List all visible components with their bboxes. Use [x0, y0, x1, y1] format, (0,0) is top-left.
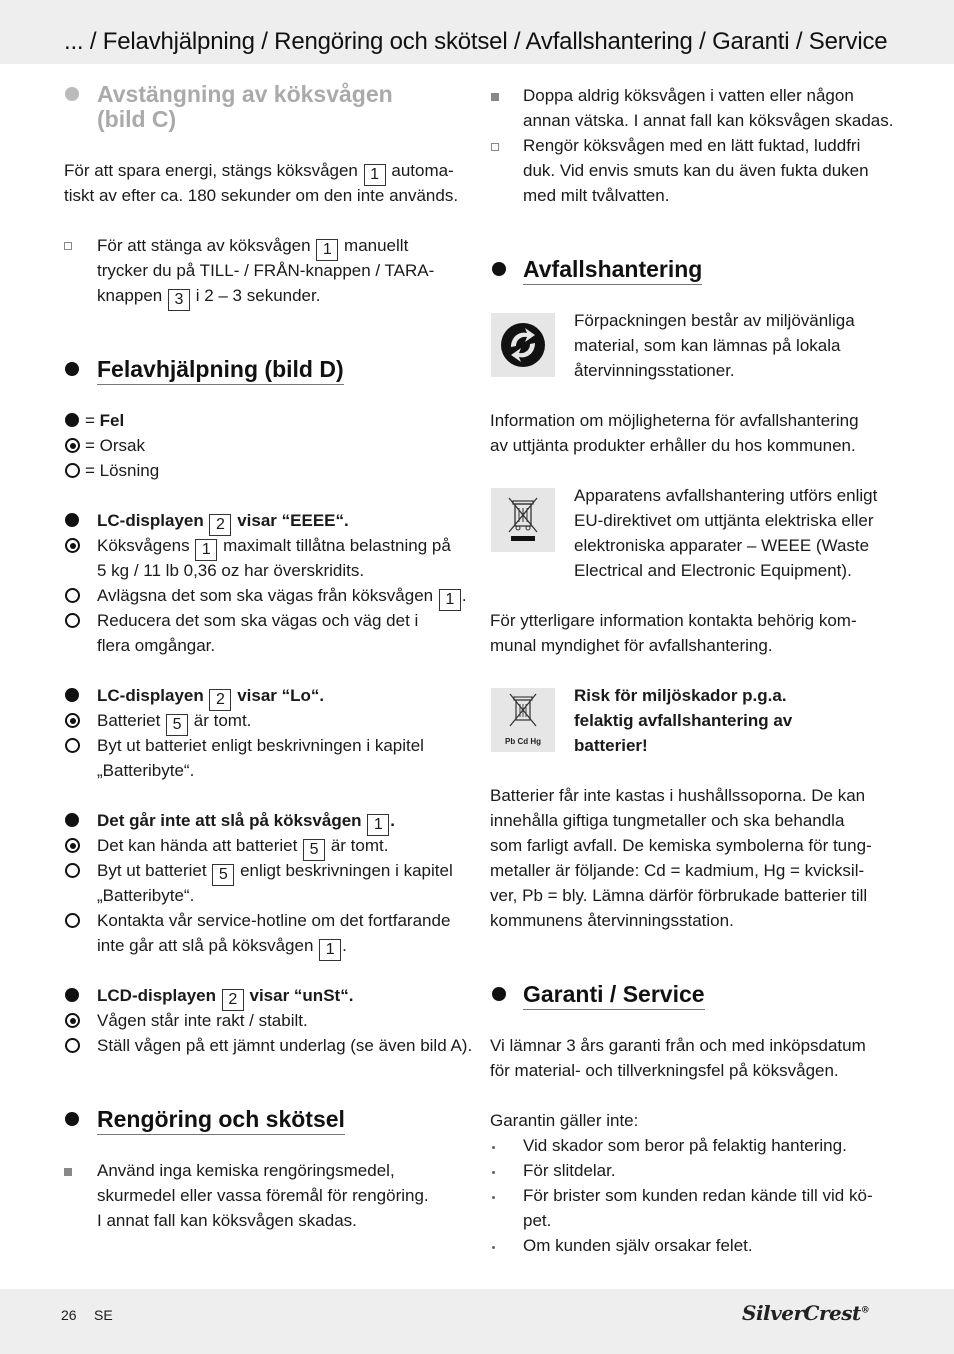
section-bullet [65, 362, 79, 376]
packaging-line: material, som kan lämnas på lokala [574, 336, 841, 355]
cause-symbol-icon [65, 538, 80, 553]
heading-troubleshooting: Felavhjälpning (bild D) [97, 355, 344, 385]
section-bullet [492, 262, 506, 276]
cause-line: Köksvågens 1 maximalt tillåtna belastning på [97, 533, 451, 561]
step-line: För att stänga av köksvågen 1 manuellt [97, 233, 408, 261]
solution-symbol-icon [65, 913, 80, 928]
battery-paragraph-line: kommunens återvinningsstation. [490, 911, 734, 930]
list-bullet [492, 1146, 495, 1149]
ref-box: 2 [222, 989, 244, 1011]
battery-paragraph-line: Batterier får inte kastas i hushållssoporna. De kan [490, 786, 866, 805]
warranty-exclusion-item: För brister som kunden redan kände till vid kö- [523, 1186, 873, 1205]
cleaning-line: duk. Vid envis smuts kan du även fukta duken [523, 161, 869, 180]
solution-symbol-icon [65, 738, 80, 753]
weee-line: Electrical and Electronic Equipment). [574, 561, 852, 580]
page-footer [0, 1289, 954, 1354]
cause-line: 5 kg / 11 lb 0,36 oz har överskridits. [97, 561, 365, 580]
cleaning-line: I annat fall kan köksvågen skadas. [97, 1211, 357, 1230]
battery-paragraph-line: ver, Pb = bly. Lämna därför förbrukade batterier till [490, 886, 868, 905]
error-title: Det går inte att slå på köksvågen 1 . [97, 808, 395, 836]
heading-cleaning: Rengöring och skötsel [97, 1105, 345, 1135]
ref-box: 1 [367, 814, 389, 836]
battery-paragraph-line: som farligt avfall. De kemiska symbolerna för tung- [490, 836, 872, 855]
ref-box: 2 [209, 689, 231, 711]
legend-solution: = Lösning [85, 461, 160, 480]
solution-symbol-icon [65, 1038, 80, 1053]
ref-box: 5 [166, 714, 188, 736]
solution-line: Avlägsna det som ska vägas från köksvågen 1 . [97, 583, 467, 611]
error-symbol-icon [65, 413, 79, 427]
battery-metals-label: Pb Cd Hg [505, 737, 541, 746]
section-bullet [492, 987, 506, 1001]
error-title: LCD-displayen 2 visar “unSt“. [97, 983, 353, 1011]
solution-line: Byt ut batteriet enligt beskrivningen i kapitel [97, 736, 424, 755]
packaging-line: Förpackningen består av miljövänliga [574, 311, 855, 330]
error-symbol-icon [65, 688, 79, 702]
ref-box: 1 [439, 589, 461, 611]
solution-line: flera omgångar. [97, 636, 216, 655]
weee-bin-icon [491, 488, 555, 552]
shutoff-paragraph-line: För att spara energi, stängs köksvågen 1 automa- [64, 158, 454, 186]
bullet-square [64, 1168, 72, 1176]
disposal-info-line: av uttjänta produkter erhåller du hos kommunen. [490, 436, 856, 455]
solution-symbol-icon [65, 588, 80, 603]
battery-paragraph-line: metaller är följande: Cd = kadmium, Hg = kvicksil- [490, 861, 865, 880]
cleaning-line: Doppa aldrig köksvågen i vatten eller någon [523, 86, 854, 105]
ref-box: 1 [195, 539, 217, 561]
cleaning-line: skurmedel eller vassa föremål för rengöring. [97, 1186, 429, 1205]
cause-symbol-icon [65, 838, 80, 853]
page-header [0, 0, 954, 64]
list-bullet [492, 1246, 495, 1249]
error-symbol-icon [65, 813, 79, 827]
weee-line: elektroniska apparater – WEEE (Waste [574, 536, 870, 555]
weee-line: Apparatens avfallshantering utförs enligt [574, 486, 878, 505]
solution-line: Byt ut batteriet 5 enligt beskrivningen i kapitel [97, 858, 453, 886]
error-symbol-icon [65, 513, 79, 527]
cause-symbol-icon [65, 1013, 80, 1028]
legend-error: = Fel [85, 411, 125, 430]
disposal-info-line: Information om möjligheterna för avfallshantering [490, 411, 859, 430]
solution-line: Ställ vågen på ett jämnt underlag (se även bild A). [97, 1036, 473, 1055]
solution-symbol-icon [65, 863, 80, 878]
error-title: LC-displayen 2 visar “Lo“. [97, 683, 324, 711]
warranty-exclusion-item: För slitdelar. [523, 1161, 616, 1180]
heading-shutoff-line1: Avstängning av köksvågen [97, 81, 393, 107]
cleaning-line: Använd inga kemiska rengöringsmedel, [97, 1161, 395, 1180]
error-title: LC-displayen 2 visar “EEEE“. [97, 508, 349, 536]
warranty-exclusion-item: pet. [523, 1211, 552, 1230]
page-number: 26 [61, 1307, 77, 1323]
section-bullet [65, 1112, 79, 1126]
battery-risk-line: felaktig avfallshantering av [574, 711, 793, 730]
solution-line: Kontakta vår service-hotline om det fortfarande [97, 911, 451, 930]
battery-risk-line: Risk för miljöskador p.g.a. [574, 686, 787, 705]
recycling-icon [491, 313, 555, 377]
ref-box: 1 [316, 239, 338, 261]
warranty-exclusion-item: Om kunden själv orsakar felet. [523, 1236, 753, 1255]
solution-line: Reducera det som ska vägas och väg det i [97, 611, 419, 630]
cause-line: Vågen står inte rakt / stabilt. [97, 1011, 308, 1030]
disposal-more-line: munal myndighet för avfallshantering. [490, 636, 773, 655]
solution-line: „Batteribyte“. [97, 886, 195, 905]
disposal-more-line: För ytterligare information kontakta behörig kom- [490, 611, 857, 630]
warranty-line: Vi lämnar 3 års garanti från och med inköpsdatum [490, 1036, 866, 1055]
step-line: trycker du på TILL- / FRÅN-knappen / TARA- [97, 261, 435, 280]
solution-symbol-icon [65, 613, 80, 628]
packaging-line: återvinningsstationer. [574, 361, 735, 380]
step-line: knappen 3 i 2 – 3 sekunder. [97, 283, 320, 311]
language-code: SE [94, 1307, 113, 1323]
cleaning-line: Rengör köksvågen med en lätt fuktad, luddfri [523, 136, 861, 155]
legend-cause: = Orsak [85, 436, 145, 455]
error-symbol-icon [65, 988, 79, 1002]
step-bullet [64, 242, 72, 250]
ref-box: 5 [212, 864, 234, 886]
list-bullet [492, 1196, 495, 1199]
bullet-square [491, 93, 499, 101]
ref-box: 1 [319, 939, 341, 961]
step-bullet [491, 143, 499, 151]
heading-warranty: Garanti / Service [523, 980, 705, 1010]
cleaning-line: annan vätska. I annat fall kan köksvågen skadas. [523, 111, 894, 130]
solution-line: „Batteribyte“. [97, 761, 195, 780]
battery-bin-icon [491, 688, 555, 752]
ref-box: 3 [168, 289, 190, 311]
brand-logo: SilverCrest® [742, 1301, 870, 1325]
cause-symbol-icon [65, 438, 80, 453]
page-title: ... / Felavhjälpning / Rengöring och skötsel / Avfallshantering / Garanti / Service [64, 28, 888, 55]
cause-line: Det kan hända att batteriet 5 är tomt. [97, 833, 388, 861]
warranty-exclusion-item: Vid skador som beror på felaktig hantering. [523, 1136, 847, 1155]
warranty-line: för material- och tillverkningsfel på köksvågen. [490, 1061, 839, 1080]
heading-disposal: Avfallshantering [523, 255, 702, 285]
cause-symbol-icon [65, 713, 80, 728]
weee-line: EU-direktivet om uttjänta elektriska eller [574, 511, 874, 530]
shutoff-paragraph-line: tiskt av efter ca. 180 sekunder om den inte används. [64, 186, 459, 205]
battery-paragraph-line: innehålla giftiga tungmetaller och ska behandla [490, 811, 845, 830]
ref-box: 2 [209, 514, 231, 536]
list-bullet [492, 1171, 495, 1174]
section-bullet [65, 87, 79, 101]
solution-line: inte går att slå på köksvågen 1 . [97, 933, 347, 961]
warranty-intro: Garantin gäller inte: [490, 1111, 639, 1130]
cause-line: Batteriet 5 är tomt. [97, 708, 251, 736]
cleaning-line: med milt tvålvatten. [523, 186, 670, 205]
solution-symbol-icon [65, 463, 80, 478]
ref-box: 1 [364, 164, 386, 186]
ref-box: 5 [303, 839, 325, 861]
battery-risk-line: batterier! [574, 736, 648, 755]
heading-shutoff-line2: (bild C) [97, 106, 177, 132]
